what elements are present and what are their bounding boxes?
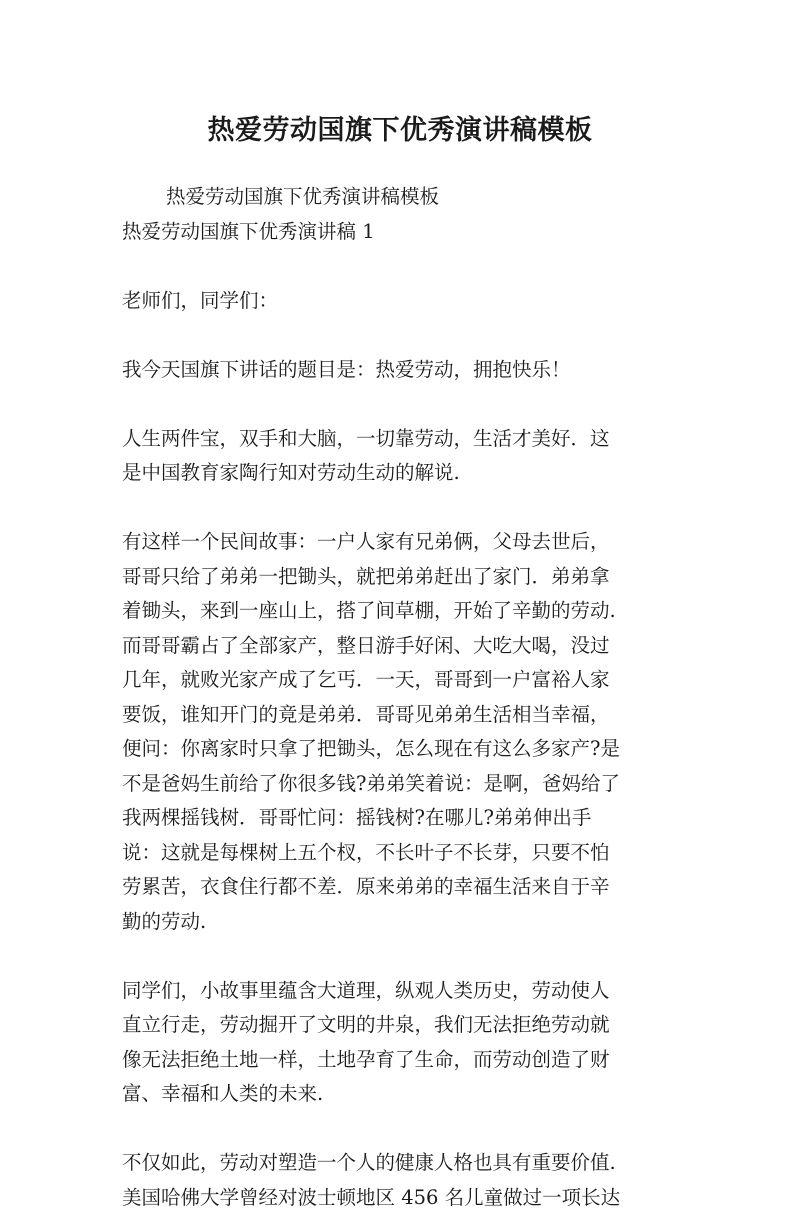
text-line: 我两棵摇钱树．哥哥忙问：摇钱树?在哪儿?弟弟伸出手 bbox=[122, 801, 678, 836]
text-line: 人生两件宝，双手和大脑，一切靠劳动，生活才美好．这 bbox=[122, 422, 678, 457]
text-line: 美国哈佛大学曾经对波士顿地区 456 名儿童做过一项长达 bbox=[122, 1181, 678, 1215]
text-line: 同学们，小故事里蕴含大道理，纵观人类历史，劳动使人 bbox=[122, 974, 678, 1009]
paragraph bbox=[122, 353, 678, 388]
paragraph-spacer bbox=[122, 387, 678, 422]
paragraph bbox=[122, 215, 678, 250]
text-line: 不是爸妈生前给了你很多钱?弟弟笑着说：是啊，爸妈给了 bbox=[122, 767, 678, 802]
paragraph bbox=[122, 284, 678, 319]
text-line: 着锄头，来到一座山上，搭了间草棚，开始了辛勤的劳动. bbox=[122, 594, 678, 629]
paragraph bbox=[122, 974, 678, 1112]
text-line: 说：这就是每棵树上五个杈，不长叶子不长芽，只要不怕 bbox=[122, 836, 678, 871]
paragraph-spacer bbox=[122, 249, 678, 284]
paragraph bbox=[122, 1146, 678, 1215]
paragraph bbox=[122, 180, 678, 215]
text-line: 便问：你离家时只拿了把锄头，怎么现在有这么多家产?是 bbox=[122, 732, 678, 767]
text-line: 勤的劳动. bbox=[122, 905, 678, 940]
paragraph bbox=[122, 525, 678, 939]
text-line: 有这样一个民间故事：一户人家有兄弟俩，父母去世后， bbox=[122, 525, 678, 560]
paragraph bbox=[122, 422, 678, 491]
paragraph-spacer bbox=[122, 318, 678, 353]
text-line: 要饭，谁知开门的竟是弟弟．哥哥见弟弟生活相当幸福， bbox=[122, 698, 678, 733]
text-line: 而哥哥霸占了全部家产，整日游手好闲、大吃大喝，没过 bbox=[122, 629, 678, 664]
text-line: 热爱劳动国旗下优秀演讲稿模板 bbox=[122, 180, 678, 215]
text-line: 我今天国旗下讲话的题目是：热爱劳动，拥抱快乐！ bbox=[122, 353, 678, 388]
text-line: 老师们，同学们： bbox=[122, 284, 678, 319]
text-line: 像无法拒绝土地一样，土地孕育了生命，而劳动创造了财 bbox=[122, 1043, 678, 1078]
document-title: 热爱劳动国旗下优秀演讲稿模板 bbox=[0, 111, 800, 151]
paragraph-spacer bbox=[122, 491, 678, 526]
document-body bbox=[122, 180, 678, 1215]
text-line: 是中国教育家陶行知对劳动生动的解说. bbox=[122, 456, 678, 491]
text-line: 不仅如此，劳动对塑造一个人的健康人格也具有重要价值. bbox=[122, 1146, 678, 1181]
text-line: 热爱劳动国旗下优秀演讲稿 1 bbox=[122, 215, 678, 250]
text-line: 富、幸福和人类的未来. bbox=[122, 1077, 678, 1112]
text-line: 哥哥只给了弟弟一把锄头，就把弟弟赶出了家门．弟弟拿 bbox=[122, 560, 678, 595]
text-line: 直立行走，劳动掘开了文明的井泉，我们无法拒绝劳动就 bbox=[122, 1008, 678, 1043]
paragraph-spacer bbox=[122, 1112, 678, 1147]
text-line: 劳累苦，衣食住行都不差．原来弟弟的幸福生活来自于辛 bbox=[122, 870, 678, 905]
paragraph-spacer bbox=[122, 939, 678, 974]
text-line: 几年，就败光家产成了乞丐．一天，哥哥到一户富裕人家 bbox=[122, 663, 678, 698]
